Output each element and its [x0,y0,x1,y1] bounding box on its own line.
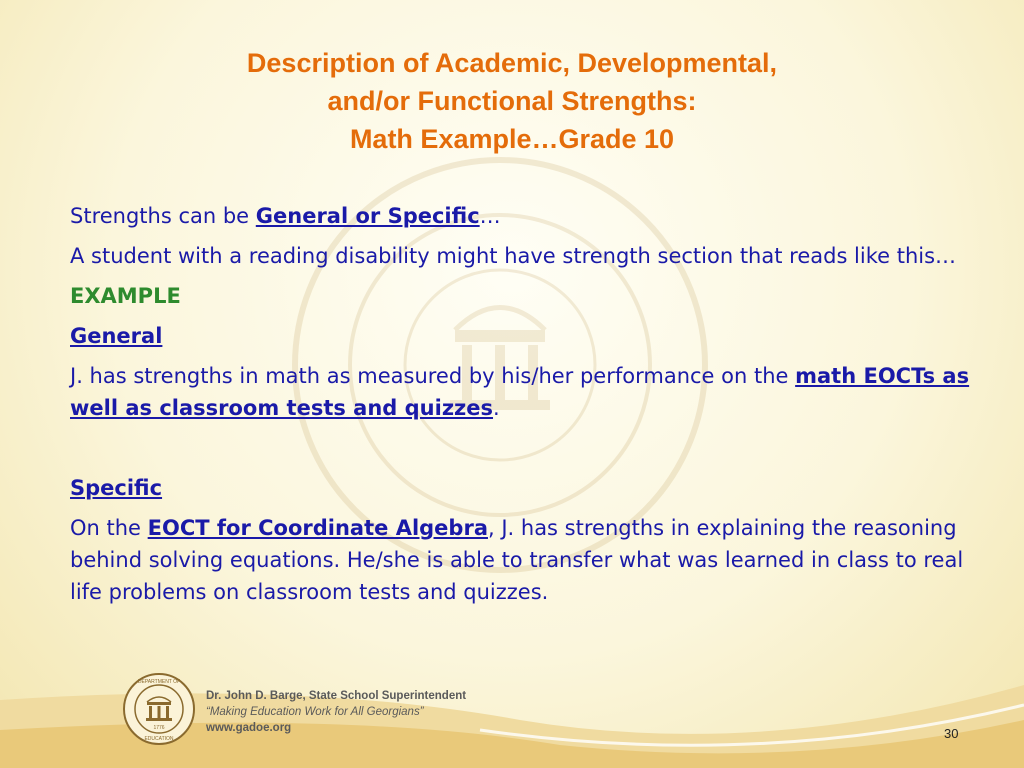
math-eocts-link[interactable]: math EOCTs as well as classroom tests and quizzes [70,364,970,420]
superintendent-line: Dr. John D. Barge, State School Superintendent [206,690,467,702]
intro-paragraph [70,200,970,232]
specific-text-start: On the [70,516,148,540]
intro-text: Strengths can be [70,204,256,228]
general-text: J. has strengths in math as measured by his/her performance on the [70,364,796,388]
slide-title [0,44,1024,158]
department-of-education-logo [122,672,196,746]
general-or-specific-link[interactable]: General or Specific [255,204,480,228]
page-number: 30 [944,726,959,741]
slide-body [70,200,970,616]
example-label: EXAMPLE [70,284,181,308]
eoct-coordinate-algebra-link[interactable]: EOCT for Coordinate Algebra [147,516,488,540]
general-period: . [493,396,500,420]
general-heading [70,320,970,352]
footer-text [206,688,466,736]
intro-ellipsis: … [479,204,501,228]
specific-heading [70,472,970,504]
logo-year-text: 1776 [153,725,165,731]
specific-text-rest: , J. has strengths in explaining the reasoning behind solving equations. He/she is able to transfer what was learned in class to real life problems on classroom tests and quizzes. [70,516,964,604]
general-paragraph [70,360,970,424]
motto-line: “Making Education Work for All Georgians” [206,706,424,718]
title-line-3: Math Example…Grade 10 [349,124,675,154]
general-link[interactable]: General [70,324,163,348]
specific-paragraph [70,512,970,608]
website-link[interactable]: www.gadoe.org [206,722,292,734]
spacer [70,432,970,472]
reading-disability-paragraph: A student with a reading disability might have strength section that reads like this… [70,244,957,268]
logo-top-text: DEPARTMENT OF [137,679,181,685]
logo-bottom-text: EDUCATION [144,736,174,742]
specific-link[interactable]: Specific [70,476,163,500]
title-line-2: and/or Functional Strengths: [327,86,697,116]
title-line-1: Description of Academic, Developmental, [246,48,778,78]
